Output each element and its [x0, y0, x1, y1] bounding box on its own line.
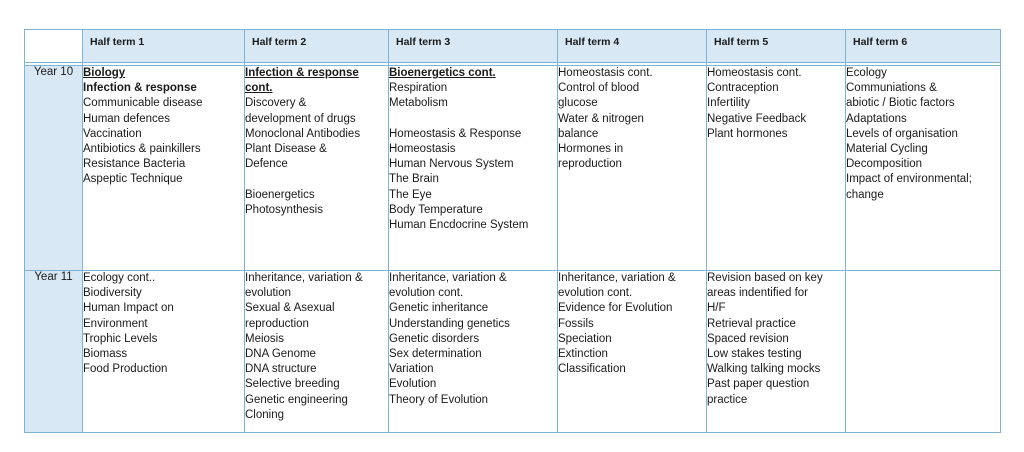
topic-line: Defence — [245, 158, 288, 171]
topic-line: Genetic engineering — [245, 393, 348, 406]
topic-line: Discovery & — [245, 97, 307, 110]
blank-line — [389, 112, 557, 127]
topic-line: Hormones in — [558, 143, 624, 156]
topic-line: Food Production — [83, 363, 168, 376]
header-half-term-3: Half term 3 — [389, 30, 558, 63]
topic-line: glucose — [558, 97, 598, 110]
topic-line: Inheritance, variation & — [389, 272, 507, 284]
topic-line: Plant Disease & — [245, 143, 327, 156]
topic-line: reproduction — [558, 158, 622, 171]
topic-line: Homeostasis cont. — [707, 67, 802, 79]
topic-line: Trophic Levels — [83, 332, 158, 345]
topic-line: Sexual & Asexual — [245, 302, 335, 315]
topic-line: DNA Genome — [245, 348, 316, 361]
topic-line: Bioenergetics cont. — [389, 67, 496, 79]
year-11-label: Year 11 — [25, 271, 83, 433]
topic-line: Antibiotics & painkillers — [83, 143, 201, 156]
topic-line: Aspeptic Technique — [83, 173, 183, 186]
topic-line: practice — [707, 393, 748, 406]
topic-line: Extinction — [558, 348, 608, 361]
topic-line: Genetic inheritance — [389, 302, 489, 315]
topic-line: Ecology cont.. — [83, 272, 156, 284]
topic-line: The Brain — [389, 173, 439, 186]
topic-line: Vaccination — [83, 127, 142, 140]
header-corner — [25, 30, 83, 63]
topic-line: abiotic / Biotic factors — [846, 97, 955, 110]
header-half-term-5: Half term 5 — [707, 30, 846, 63]
topic-line: Low stakes testing — [707, 348, 802, 361]
topic-line: Negative Feedback — [707, 112, 807, 125]
topic-line: Levels of organisation — [846, 127, 958, 140]
year-10-half-term-2-cell — [245, 66, 389, 271]
topic-line: Biology — [83, 67, 126, 79]
topic-line: Decomposition — [846, 158, 923, 171]
topic-line: Water & nitrogen — [558, 112, 644, 125]
topic-line: Retrieval practice — [707, 317, 796, 330]
year-11-half-term-5-cell — [707, 271, 846, 433]
blank-line — [245, 172, 388, 187]
topic-line: Inheritance, variation & — [558, 272, 676, 284]
topic-line: Genetic disorders — [389, 332, 480, 345]
topic-line: Walking talking mocks — [707, 363, 821, 376]
topic-line: Speciation — [558, 332, 612, 345]
topic-line: Human Encdocrine System — [389, 219, 529, 232]
topic-line: The Eye — [389, 188, 432, 201]
topic-line: Environment — [83, 317, 148, 330]
topic-line: development of drugs — [245, 112, 356, 125]
topic-line: Biomass — [83, 348, 128, 361]
topic-line: Control of blood — [558, 82, 640, 95]
topic-line: Understanding genetics — [389, 317, 510, 330]
topic-line: change — [846, 188, 884, 201]
topic-line: evolution cont. — [389, 287, 464, 300]
topic-line: Spaced revision — [707, 332, 789, 345]
topic-line: Material Cycling — [846, 143, 928, 156]
topic-line: DNA structure — [245, 363, 317, 376]
header-half-term-2: Half term 2 — [245, 30, 389, 63]
topic-line: evolution cont. — [558, 287, 633, 300]
year-10-label: Year 10 — [25, 66, 83, 271]
topic-line: Impact of environmental; — [846, 173, 972, 186]
topic-line: Resistance Bacteria — [83, 158, 186, 171]
topic-line: Bioenergetics — [245, 188, 315, 201]
topic-line: Contraception — [707, 82, 779, 95]
topic-line: Infection & response — [245, 67, 359, 79]
topic-line: Meiosis — [245, 332, 284, 345]
topic-line: Human defences — [83, 112, 170, 125]
topic-line: Communicable disease — [83, 97, 203, 110]
year-10-half-term-6-cell — [846, 66, 1001, 271]
topic-line: Human Impact on — [83, 302, 174, 315]
topic-line: Homeostasis & Response — [389, 127, 522, 140]
topic-line: Monoclonal Antibodies — [245, 127, 361, 140]
header-row — [25, 30, 1001, 63]
header-half-term-1: Half term 1 — [83, 30, 245, 63]
topic-line: Theory of Evolution — [389, 393, 489, 406]
topic-line: Past paper question — [707, 378, 810, 391]
topic-line: Plant hormones — [707, 127, 788, 140]
topic-line: Revision based on key — [707, 272, 823, 284]
topic-line: reproduction — [245, 317, 309, 330]
year-11-half-term-3-cell — [389, 271, 558, 433]
topic-line: Homeostasis — [389, 143, 456, 155]
curriculum-table — [24, 29, 1001, 433]
year-11-half-term-4-cell — [558, 271, 707, 433]
year-11-half-term-1-cell — [83, 271, 245, 433]
topic-line: Homeostasis cont. — [558, 67, 653, 79]
header-half-term-4: Half term 4 — [558, 30, 707, 63]
year-11-half-term-2-cell — [245, 271, 389, 433]
topic-line: evolution — [245, 287, 292, 300]
topic-line: Variation — [389, 363, 434, 376]
header-half-term-6: Half term 6 — [846, 30, 1001, 63]
topic-line: Ecology — [846, 67, 887, 79]
topic-line: Communiations & — [846, 82, 937, 95]
topic-line: Photosynthesis — [245, 203, 323, 216]
topic-line: Classification — [558, 363, 626, 376]
topic-line: areas indentified for — [707, 287, 809, 300]
year-10-half-term-3-cell — [389, 66, 558, 271]
topic-line: Sex determination — [389, 348, 482, 361]
topic-line: Body Temperature — [389, 203, 483, 216]
topic-line: Adaptations — [846, 112, 907, 125]
topic-line: Biodiversity — [83, 287, 142, 300]
topic-line: cont. — [245, 82, 273, 95]
topic-line: Metabolism — [389, 97, 448, 110]
year-11-row — [25, 271, 1001, 433]
topic-line: Infertility — [707, 97, 750, 110]
topic-line: Evolution — [389, 378, 437, 391]
year-11-half-term-6-cell — [846, 271, 1001, 433]
year-10-half-term-1-cell — [83, 66, 245, 271]
topic-line: Selective breeding — [245, 378, 340, 391]
year-10-half-term-4-cell — [558, 66, 707, 271]
topic-line: Respiration — [389, 82, 448, 95]
topic-line: H/F — [707, 302, 726, 315]
topic-line: Human Nervous System — [389, 158, 514, 171]
topic-line: Infection & response — [83, 82, 197, 95]
topic-line: Fossils — [558, 317, 594, 330]
year-10-row — [25, 66, 1001, 271]
topic-line: Inheritance, variation & — [245, 272, 363, 284]
topic-line: Evidence for Evolution — [558, 302, 673, 315]
topic-line: balance — [558, 127, 599, 140]
year-10-half-term-5-cell — [707, 66, 846, 271]
topic-line: Cloning — [245, 408, 284, 421]
